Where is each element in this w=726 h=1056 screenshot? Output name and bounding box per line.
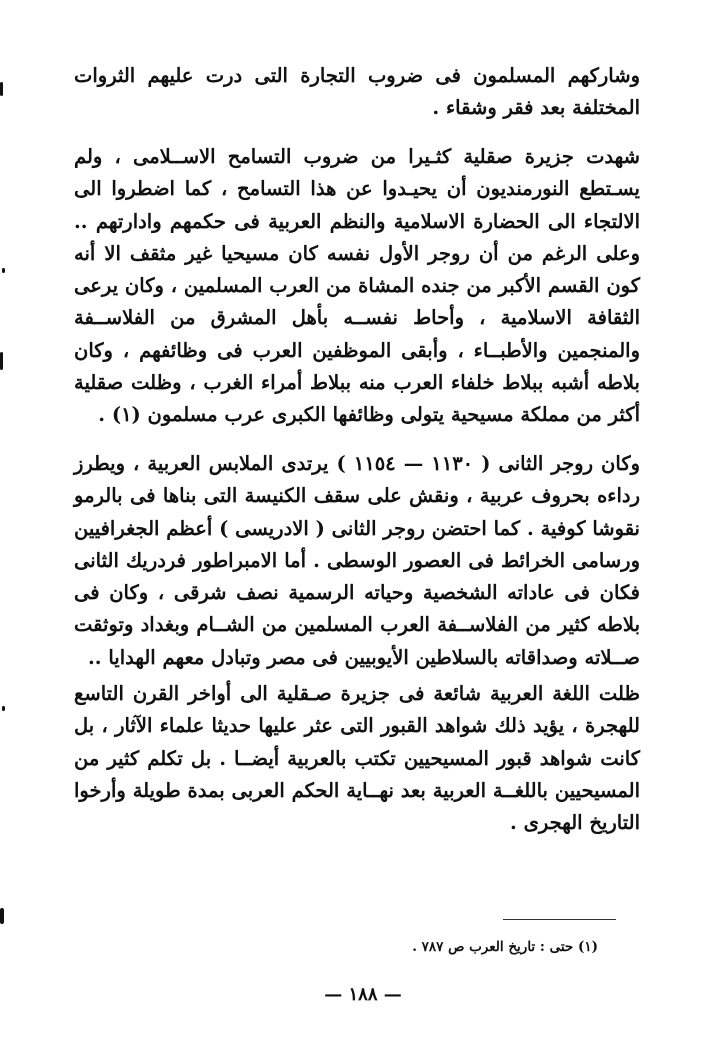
- scan-speck: [0, 82, 3, 96]
- footnote-divider: [503, 919, 616, 920]
- scan-speck: [0, 352, 3, 370]
- footnote: (١) حتى : تاريخ العرب ص ٧٨٧ .: [412, 939, 598, 955]
- paragraph-arabic-language: ظلت اللغة العربية شائعة فى جزيرة صـقلية الى أواخر القرن التاسع للهجرة ، يؤيد ذلك شواهد القبور التى عثر عليها حديثا علماء الآثار ، بل كانت شواهد قبور المسيحيين تكتب بالعربية أيضــا . بل تكلم كثير من المسيحيين باللغــة العربية بعد نهــاية الحكم العربى بمدة طويلة وأرخوا التاريخ الهجرى .: [74, 682, 640, 835]
- page-number: — ١٨٨ —: [324, 984, 402, 1005]
- paragraph-trade: وشاركهم المسلمون فى ضروب التجارة التى درت عليهم الثروات المختلفة بعد فقر وشقاء .: [74, 64, 640, 120]
- paragraph-roger-ii: وكان روجر الثانى ( ١١٣٠ — ١١٥٤ ) يرتدى الملابس العربية ، ويطرز رداءه بحروف عربية ، ونقش على سقف الكنيسة التى بناها فى بالرمو نقوشا كوفية . كما احتضن روجر الثانى ( الادريسى ) أعظم الجغرافيين ورسامى الخرائط فى العصور الوسطى . أما الامبراطور فردريك الثانى فكان فى عاداته الشخصية وحياته الرسمية نصف شرقى ، وكان فى بلاطه كثير من الفلاســفة العرب المسلمين من الشــام وبغداد وتوثقت صــلاته وصداقاته بالسلاطين الأيوبيين فى مصر وتبادل معهم الهدايا ..: [74, 452, 641, 669]
- scan-speck: [2, 706, 5, 711]
- scan-speck: [0, 908, 4, 924]
- scan-edge-marks: [0, 0, 6, 1056]
- paragraph-sicily-tolerance: شهدت جزيرة صقلية كثـيرا من ضروب التسامح الاســلامى ، ولم يسـتطع النورمنديون أن يحيـدوا عن هذا التسامح ، كما اضطروا الى الالتجاء الى الحضارة الاسلامية والنظم العربية فى حكمهم وادارتهم .. وعلى الرغم من أن روجر الأول نفسه كان مسيحيا غير مثقف الا أنه كون القسم الأكبر من جنده المشاة من العرب المسلمين ، وكان يرعى الثقافة الاسلامية ، وأحاط نفســه بأهل المشرق من الفلاســفة والمنجمين والأطبــاء ، وأبقى الموظفين العرب فى وظائفهم ، وكان بلاطه أشبه ببلاط خلفاء العرب منه ببلاط أمراء الغرب ، وظلت صقلية أكثر من مملكة مسيحية يتولى وظائفها الكبرى عرب مسلمون (١) .: [74, 145, 640, 427]
- scan-speck: [2, 268, 5, 273]
